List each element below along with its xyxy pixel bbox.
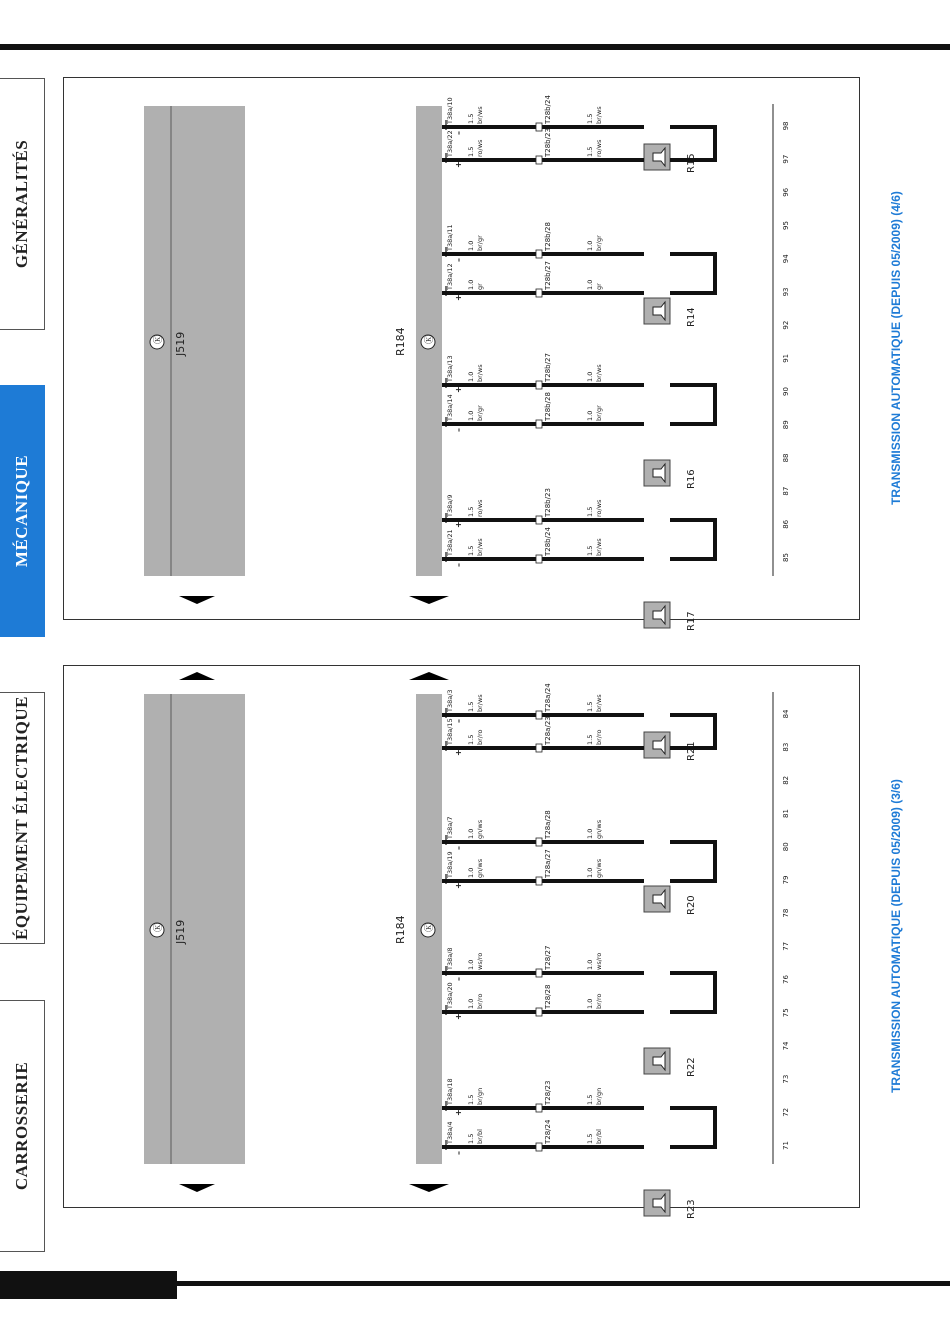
- scale-number: 96: [782, 187, 790, 197]
- connector-box-icon: [536, 516, 542, 524]
- connector-box-icon: [536, 420, 542, 428]
- wire-color: gn/ws: [595, 858, 603, 878]
- return-wire: [670, 385, 715, 424]
- connector-label-2: T28a/24: [544, 683, 552, 712]
- down-arrow-icon: [409, 596, 449, 604]
- connector-box-icon: [536, 381, 542, 389]
- wire-color: gn/ws: [595, 819, 603, 839]
- wire-color: gn/ws: [476, 858, 484, 878]
- connector-label-2: T28a/23: [544, 716, 552, 745]
- tab-carrosserie[interactable]: [0, 1000, 45, 1252]
- panel-caption-4-of-6: TRANSMISSION AUTOMATIQUE (DEPUIS 05/2009) (4/6): [889, 191, 903, 505]
- connector-label-2: T28b/24: [544, 95, 552, 124]
- connector-box-icon: [536, 877, 542, 885]
- wire-size: 1.5: [586, 506, 594, 517]
- ground-symbol: Ⓚ: [425, 922, 435, 932]
- wire-size: 1.0: [467, 371, 475, 382]
- tab-label: GÉNÉRALITÉS: [12, 139, 31, 269]
- wire-color: br/ws: [595, 694, 603, 712]
- speaker-group: [442, 810, 715, 1077]
- speaker-group: [442, 732, 715, 1155]
- speaker-label: R17: [686, 611, 697, 631]
- polarity-sign: +: [454, 1109, 463, 1116]
- polarity-sign: +: [454, 1013, 463, 1020]
- wire-color: ro/ws: [476, 139, 484, 157]
- wire-size: 1.0: [586, 279, 594, 290]
- bus-label: R184: [394, 915, 407, 944]
- scale-number: 95: [782, 221, 790, 230]
- unit-label: J519: [174, 919, 187, 944]
- wire-size: 1.5: [467, 506, 475, 517]
- bus-label: R184: [394, 327, 407, 356]
- diagram-panel-4-of-6: [63, 77, 860, 631]
- connector-label: T38a/3: [446, 689, 454, 712]
- scale-number: 79: [782, 875, 790, 885]
- wire-size: 1.5: [467, 701, 475, 712]
- scale-number: 73: [782, 1074, 790, 1084]
- wire-size: 1.5: [586, 113, 594, 124]
- bottom-rule: [175, 1281, 950, 1286]
- speaker-group: [442, 298, 715, 432]
- connector-box-icon: [536, 1143, 542, 1151]
- scale-number: 71: [782, 1141, 790, 1150]
- ground-symbol: Ⓚ: [154, 922, 164, 932]
- wiring-diagram: [64, 78, 861, 631]
- speaker-label: R23: [686, 1199, 697, 1219]
- connector-label: T38a/19: [446, 851, 454, 878]
- connector-label: T38a/11: [446, 224, 454, 251]
- scale-number: 88: [782, 453, 790, 463]
- connector-label: T38a/22: [446, 130, 454, 157]
- wire-size: 1.0: [586, 998, 594, 1009]
- scale-number: 77: [782, 941, 790, 951]
- tab-label: MÉCANIQUE: [12, 454, 31, 568]
- polarity-sign: +: [454, 386, 463, 393]
- tab-equipement-electrique[interactable]: [0, 692, 45, 944]
- connector-label: T38a/21: [446, 529, 454, 556]
- connector-label: T38a/12: [446, 263, 454, 290]
- wire-color: ro/ws: [595, 499, 603, 517]
- scale-number: 72: [782, 1107, 790, 1117]
- polarity-sign: –: [454, 428, 463, 432]
- wire-color: ws/ro: [595, 952, 603, 970]
- connector-box-icon: [536, 156, 542, 164]
- polarity-sign: –: [454, 1151, 463, 1155]
- ground-symbol: Ⓚ: [425, 334, 435, 344]
- scale-number: 80: [782, 842, 790, 852]
- wire-color: gr: [595, 283, 603, 290]
- scale-number: 98: [782, 121, 790, 131]
- polarity-sign: +: [454, 161, 463, 168]
- wire-size: 1.5: [467, 1094, 475, 1105]
- connector-label-2: T28b/23: [544, 128, 552, 157]
- speaker-label: R22: [686, 1057, 697, 1077]
- wire-size: 1.5: [467, 146, 475, 157]
- connector-box-icon: [536, 744, 542, 752]
- wire-size: 1.0: [467, 867, 475, 878]
- wire-color: br/bl: [476, 1129, 484, 1144]
- connector-label-2: T28/24: [544, 1119, 552, 1144]
- wire-size: 1.5: [586, 1094, 594, 1105]
- wire-color: br/gr: [595, 405, 603, 421]
- wire-size: 1.0: [467, 959, 475, 970]
- wiring-diagram: [64, 666, 861, 1219]
- polarity-sign: +: [454, 882, 463, 889]
- wire-color: ro/ws: [476, 499, 484, 517]
- wire-size: 1.5: [586, 545, 594, 556]
- bottom-block: [0, 1271, 177, 1299]
- scale-number: 84: [782, 709, 790, 719]
- polarity-sign: –: [454, 977, 463, 981]
- wire-size: 1.0: [586, 959, 594, 970]
- wire-size: 1.5: [467, 113, 475, 124]
- down-arrow-icon: [179, 1184, 215, 1192]
- wire-color: gr: [476, 283, 484, 290]
- connector-label: T38a/10: [446, 97, 454, 124]
- polarity-sign: –: [454, 846, 463, 850]
- connector-label: T38a/18: [446, 1078, 454, 1105]
- wire-size: 1.5: [586, 734, 594, 745]
- speaker-label: R15: [686, 153, 697, 173]
- connector-label: T38a/20: [446, 982, 454, 1009]
- return-wire: [670, 254, 715, 293]
- connector-label-2: T28/23: [544, 1080, 552, 1105]
- wire-size: 1.5: [467, 734, 475, 745]
- connector-box-icon: [536, 250, 542, 258]
- down-arrow-icon: [179, 596, 215, 604]
- connector-box-icon: [536, 969, 542, 977]
- down-arrow-icon: [409, 1184, 449, 1192]
- scale-number: 89: [782, 420, 790, 430]
- wire-color: br/ro: [476, 993, 484, 1009]
- wire-size: 1.5: [586, 701, 594, 712]
- connector-label-2: T28/28: [544, 984, 552, 1009]
- polarity-sign: –: [454, 131, 463, 135]
- up-arrow-icon: [179, 672, 215, 680]
- unit-label: J519: [174, 331, 187, 356]
- wire-size: 1.0: [586, 371, 594, 382]
- polarity-sign: –: [454, 719, 463, 723]
- wire-color: br/ro: [595, 993, 603, 1009]
- scale-number: 91: [782, 353, 790, 363]
- connector-box-icon: [536, 711, 542, 719]
- polarity-sign: +: [454, 749, 463, 756]
- scale-number: 75: [782, 1008, 790, 1018]
- wire-color: br/gn: [595, 1087, 603, 1105]
- wire-color: ws/ro: [476, 952, 484, 970]
- wire-color: br/gr: [476, 405, 484, 421]
- wire-size: 1.0: [467, 998, 475, 1009]
- scale-number: 87: [782, 486, 790, 496]
- return-wire: [670, 1108, 715, 1147]
- scale-number: 83: [782, 742, 790, 752]
- scale-number: 82: [782, 775, 790, 785]
- scale-number: 93: [782, 287, 790, 297]
- polarity-sign: +: [454, 521, 463, 528]
- speaker-group: [442, 886, 715, 1020]
- polarity-sign: –: [454, 258, 463, 262]
- connector-box-icon: [536, 123, 542, 131]
- tab-label: CARROSSERIE: [12, 1061, 31, 1191]
- return-wire: [670, 842, 715, 881]
- polarity-sign: +: [454, 294, 463, 301]
- connector-box-icon: [536, 1008, 542, 1016]
- wire-color: br/ws: [595, 538, 603, 556]
- wire-color: br/ws: [595, 106, 603, 124]
- connector-label-2: T28b/23: [544, 488, 552, 517]
- wire-size: 1.0: [586, 828, 594, 839]
- connector-label: T38a/13: [446, 355, 454, 382]
- top-rule: [0, 44, 950, 50]
- connector-label-2: T28a/28: [544, 810, 552, 839]
- speaker-group: [442, 144, 715, 567]
- connector-label-2: T28b/28: [544, 392, 552, 421]
- scale-number: 74: [782, 1041, 790, 1051]
- connector-label-2: T28b/27: [544, 353, 552, 382]
- connector-label: T38a/7: [446, 816, 454, 839]
- connector-label-2: T28/27: [544, 945, 552, 970]
- scale-number: 94: [782, 254, 790, 264]
- wire-color: br/ro: [476, 729, 484, 745]
- scale-number: 81: [782, 809, 790, 818]
- wire-size: 1.0: [467, 410, 475, 421]
- connector-label-2: T28a/27: [544, 849, 552, 878]
- speaker-label: R21: [686, 741, 697, 761]
- wire-size: 1.5: [586, 146, 594, 157]
- speaker-label: R16: [686, 469, 697, 489]
- wire-color: br/ro: [595, 729, 603, 745]
- tab-mecanique[interactable]: [0, 385, 45, 637]
- connector-label-2: T28b/24: [544, 527, 552, 556]
- wire-size: 1.0: [586, 867, 594, 878]
- connector-label: T38a/14: [446, 394, 454, 421]
- wire-color: br/gr: [595, 235, 603, 251]
- return-wire: [670, 973, 715, 1012]
- scale-number: 90: [782, 387, 790, 396]
- scale-number: 76: [782, 975, 790, 984]
- wire-size: 1.0: [467, 279, 475, 290]
- tab-label: ÉQUIPEMENT ÉLECTRIQUE: [12, 696, 31, 940]
- wire-color: br/gr: [476, 235, 484, 251]
- wire-color: br/ws: [476, 694, 484, 712]
- connector-box-icon: [536, 555, 542, 563]
- wire-color: br/ws: [476, 106, 484, 124]
- connector-box-icon: [536, 289, 542, 297]
- wire-size: 1.0: [467, 828, 475, 839]
- connector-box-icon: [536, 838, 542, 846]
- connector-label-2: T28b/27: [544, 261, 552, 290]
- connector-label: T38a/4: [446, 1121, 454, 1144]
- connector-label: T38a/15: [446, 718, 454, 745]
- speaker-label: R20: [686, 895, 697, 915]
- wire-color: gn/ws: [476, 819, 484, 839]
- panel-caption-3-of-6: TRANSMISSION AUTOMATIQUE (DEPUIS 05/2009) (3/6): [889, 779, 903, 1093]
- wire-color: ro/ws: [595, 139, 603, 157]
- connector-label: T38a/9: [446, 494, 454, 517]
- return-wire: [670, 520, 715, 559]
- ground-symbol: Ⓚ: [154, 334, 164, 344]
- connector-label: T38a/8: [446, 947, 454, 970]
- wire-color: br/gn: [476, 1087, 484, 1105]
- wire-color: br/bl: [595, 1129, 603, 1144]
- connector-label-2: T28b/28: [544, 222, 552, 251]
- wire-size: 1.0: [586, 240, 594, 251]
- speaker-group: [442, 222, 715, 489]
- connector-box-icon: [536, 1104, 542, 1112]
- scale-number: 97: [782, 154, 790, 164]
- scale-number: 92: [782, 320, 790, 330]
- wire-color: br/ws: [476, 364, 484, 382]
- polarity-sign: –: [454, 563, 463, 567]
- tab-generalites[interactable]: [0, 78, 45, 330]
- scale-number: 85: [782, 553, 790, 562]
- diagram-panel-3-of-6: [63, 665, 860, 1219]
- scale-number: 86: [782, 519, 790, 529]
- wire-color: br/ws: [595, 364, 603, 382]
- wire-size: 1.5: [467, 545, 475, 556]
- wire-size: 1.0: [467, 240, 475, 251]
- scale-number: 78: [782, 908, 790, 918]
- wire-size: 1.5: [586, 1133, 594, 1144]
- up-arrow-icon: [409, 672, 449, 680]
- wire-size: 1.0: [586, 410, 594, 421]
- wire-color: br/ws: [476, 538, 484, 556]
- speaker-label: R14: [686, 307, 697, 327]
- wire-size: 1.5: [467, 1133, 475, 1144]
